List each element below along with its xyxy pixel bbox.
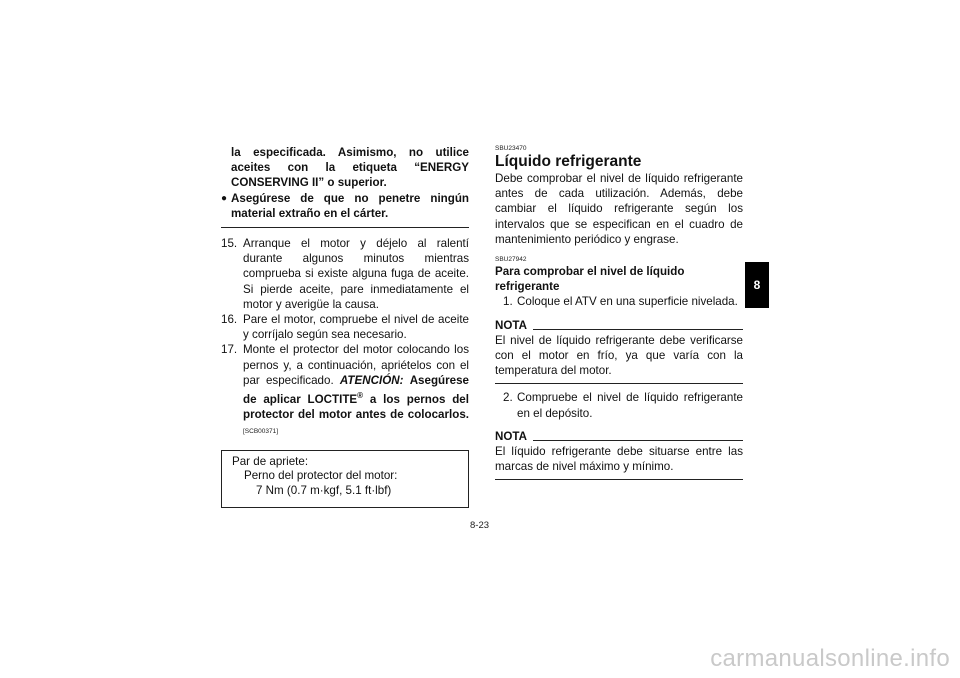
caution-text-a: Asegúrese de aplicar LOCTITE bbox=[243, 373, 469, 406]
caution-text-b: a los pernos del protector del motor antes de colocarlos. bbox=[243, 392, 469, 422]
nota-1-end-rule bbox=[495, 383, 743, 384]
watermark: carmanualsonline.info bbox=[710, 645, 950, 672]
nota-2-text: El líquido refrigerante debe situarse entre las marcas de nivel máximo y mínimo. bbox=[495, 445, 743, 474]
section-intro: Debe comprobar el nivel de líquido refrigerante antes de cada utilización. Además, debe cambiar el líquido refrigerante según los intervalos que se especifican en el cuadro de mantenimiento periódico y engrase. bbox=[495, 172, 743, 246]
step-text bbox=[243, 342, 469, 437]
warning-bullet-item bbox=[221, 191, 469, 221]
step-text: Arranque el motor y déjelo al ralentí durante algunos minutos mientras comprueba si existe alguna fuga de aceite. Si pierde aceite, pare inmediatamente el motor y averigüe la causa. bbox=[243, 237, 469, 311]
caution-code: [SCB00371] bbox=[243, 428, 279, 436]
warning-continuation: la especificada. Asimismo, no utilice aceites con la etiqueta “ENERGY CONSERVING II” o superior. bbox=[231, 146, 469, 190]
torque-value: 7 Nm (0.7 m·kgf, 5.1 ft·lbf) bbox=[256, 483, 392, 497]
section-heading: Líquido refrigerante bbox=[495, 153, 642, 170]
nota-2-end-rule bbox=[495, 479, 743, 480]
torque-title: Par de apriete: bbox=[232, 454, 309, 468]
nota-label: NOTA bbox=[495, 318, 527, 332]
registered-mark: ® bbox=[357, 391, 364, 401]
bullet-icon: ● bbox=[221, 192, 228, 204]
section-code: SBU23470 bbox=[495, 145, 527, 152]
step-text: Pare el motor, compruebe el nivel de aceite y corríjalo según sea necesario. bbox=[243, 313, 469, 342]
subsection-code: SBU27942 bbox=[495, 256, 527, 264]
nota-rule bbox=[533, 440, 743, 441]
coolant-step-1 bbox=[495, 294, 743, 309]
torque-spec-box bbox=[221, 450, 469, 508]
bullet-text: Asegúrese de que no penetre ningún material extraño en el cárter. bbox=[231, 191, 469, 220]
nota-2-header bbox=[495, 429, 743, 444]
nota-1-header bbox=[495, 318, 743, 333]
subsection-heading: Para comprobar el nivel de líquido refrigerante bbox=[495, 265, 685, 294]
torque-item: Perno del protector del motor: bbox=[244, 469, 398, 483]
step-number: 1. bbox=[503, 295, 513, 309]
step-text: Coloque el ATV en una superficie nivelada. bbox=[517, 295, 738, 309]
step-number: 2. bbox=[503, 391, 513, 405]
right-column bbox=[495, 145, 743, 480]
chapter-tab: 8 bbox=[745, 262, 769, 308]
caution-label: ATENCIÓN: bbox=[339, 373, 404, 387]
warning-end-rule bbox=[221, 227, 469, 228]
step-text: Compruebe el nivel de líquido refrigerante en el depósito. bbox=[517, 391, 743, 420]
nota-rule bbox=[533, 329, 743, 330]
step-16 bbox=[221, 312, 469, 342]
left-column bbox=[221, 145, 469, 508]
coolant-step-2 bbox=[495, 390, 743, 420]
page-number: 8-23 bbox=[470, 520, 490, 531]
step-17-text: Monte el protector del motor colocando los pernos y, a continuación, apriételos con el par especificado. bbox=[243, 343, 469, 387]
step-number: 17. bbox=[221, 343, 238, 357]
step-number: 15. bbox=[221, 237, 238, 251]
step-17 bbox=[221, 342, 469, 437]
step-15 bbox=[221, 236, 469, 312]
step-number: 16. bbox=[221, 313, 238, 327]
nota-label: NOTA bbox=[495, 429, 527, 443]
nota-1-text: El nivel de líquido refrigerante debe verificarse con el motor en frío, ya que varía con la temperatura del motor. bbox=[495, 333, 743, 378]
